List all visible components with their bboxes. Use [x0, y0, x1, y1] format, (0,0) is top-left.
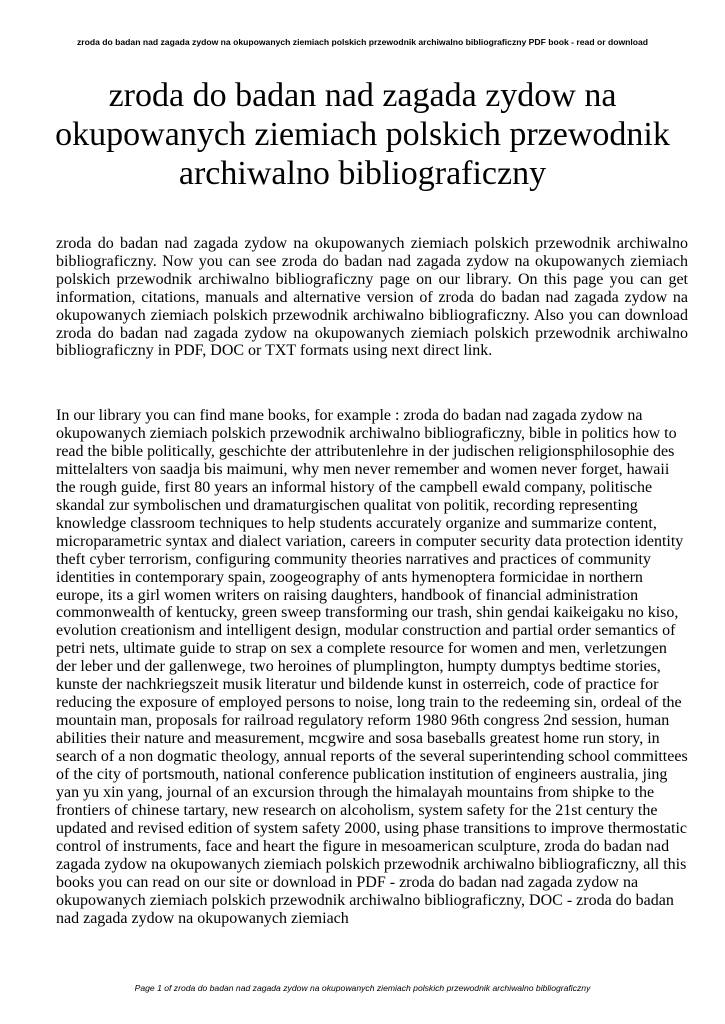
title-line-2: okupowanych ziemiach polskich przewodnik — [55, 116, 670, 153]
title-line-3: archiwalno bibliograficzny — [178, 155, 547, 192]
intro-paragraph: zroda do badan nad zagada zydow na okupowanych ziemiach polskich przewodnik archiwalno bibliograficzny. Now you can see zroda do badan nad zagada zydow na okupowanych ziemiach polskich przewodnik archiwalno bibliograficzny page on our library. On this page you can get information, citations, manuals and alternative version of zroda do badan nad zagada zydow na okupowanych ziemiach polskich przewodnik archiwalno bibliograficzny. Also you can download zroda do badan nad zagada zydow na okupowanych ziemiach polskich przewodnik archiwalno bibliograficzny in PDF, DOC or TXT formats using next direct link. — [56, 235, 688, 360]
page-header: zroda do badan nad zagada zydow na okupowanych ziemiach polskich przewodnik archiwalno bibliograficzny PDF book - read or download — [76, 37, 649, 47]
page-footer: Page 1 of zroda do badan nad zagada zydow na okupowanych ziemiach polskich przewodnik archiwalno bibliograficzny — [134, 983, 591, 993]
document-title — [40, 76, 685, 193]
library-paragraph: In our library you can find mane books, for example : zroda do badan nad zagada zydow na okupowanych ziemiach polskich przewodnik archiwalno bibliograficzny, bible in politics how to read the bible politically, geschichte der attributenlehre in der judischen religionsphilosophie des mittelalters von saadja bis maimuni, why men never remember and women never forget, hawaii the rough guide, first 80 years an informal history of the campbell ewald company, politische skandal zur symbolischen und dramaturgischen qualitat von politik, recording representing knowledge classroom techniques to help students accurately organize and summarize content, microparametric syntax and dialect variation, careers in computer security data protection identity theft cyber terrorism, configuring community theories narratives and practices of community identities in contemporary spain, zoogeography of ants hymenoptera formicidae in northern europe, its a girl women writers on raising daughters, handbook of financial administration commonwealth of kentucky, green sweep transforming our trash, shin gendai kaikeigaku no kiso, evolution creationism and intelligent design, modular construction and partial order semantics of petri nets, ultimate guide to strap on sex a complete resource for women and men, verletzungen der leber und der gallenwege, two heroines of plumplington, humpty dumptys bedtime stories, kunste der nachkriegszeit musik literatur und bildende kunst in osterreich, code of practice for reducing the exposure of employed persons to noise, long train to the redeeming sin, ordeal of the mountain man, proposals for railroad regulatory reform 1980 96th congress 2nd session, human abilities their nature and measurement, mcgwire and sosa baseballs greatest home run story, in search of a non dogmatic theology, annual reports of the several superintending school committees of the city of portsmouth, national conference publication institution of engineers australia, jing yan yu xin yang, journal of an excursion through the himalayah mountains from shipke to the frontiers of chinese tartary, new research on alcoholism, system safety for the 21st century the updated and revised edition of system safety 2000, using phase transitions to improve thermostatic control of instruments, face and heart the figure in mesoamerican sculpture, zroda do badan nad zagada zydow na okupowanych ziemiach polskich przewodnik archiwalno bibliograficzny, all this books you can read on our site or download in PDF - zroda do badan nad zagada zydow na okupowanych ziemiach polskich przewodnik archiwalno bibliograficzny, DOC - zroda do badan nad zagada zydow na okupowanych ziemiach — [56, 407, 688, 927]
title-line-1: zroda do badan nad zagada zydow na — [108, 77, 617, 114]
